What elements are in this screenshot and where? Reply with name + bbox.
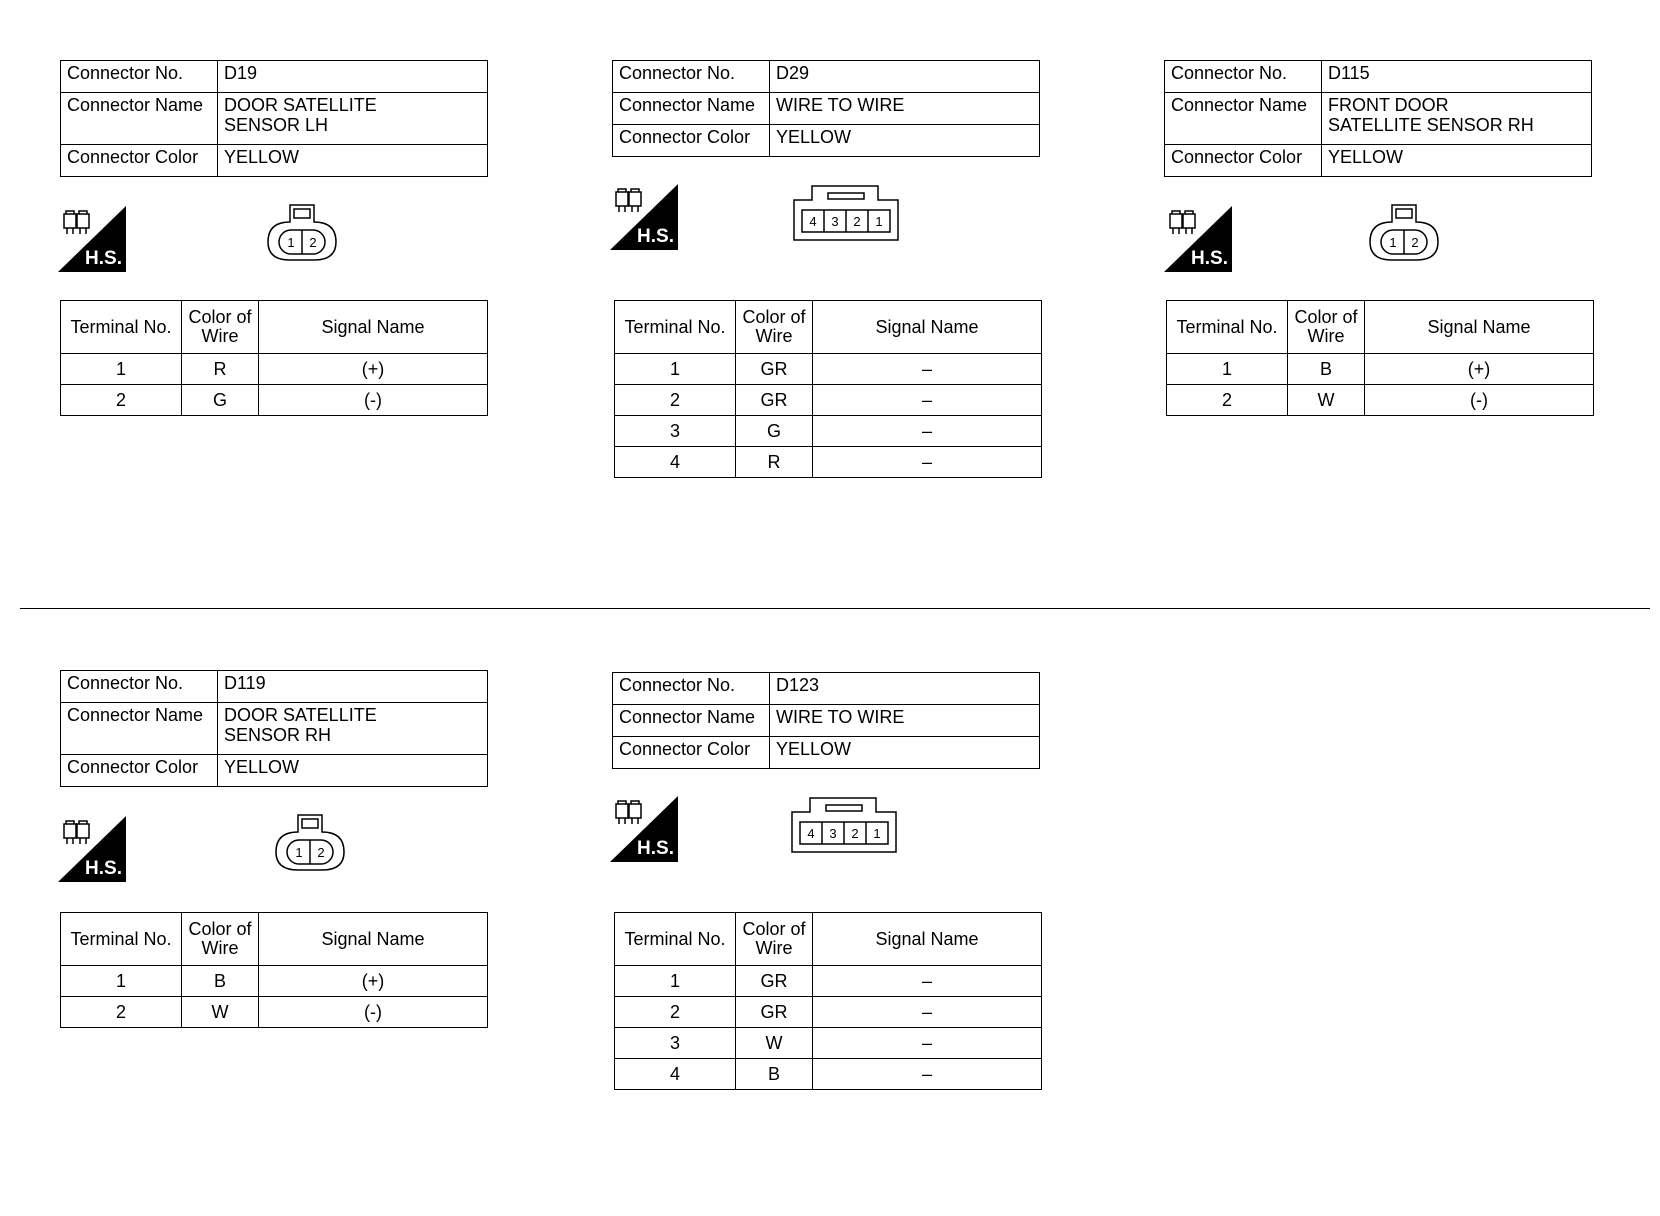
pin-label: 1 <box>295 845 303 860</box>
table-row <box>615 354 1042 385</box>
connector-name-line: DOOR SATELLITE <box>224 705 377 725</box>
connector-name-line: WIRE TO WIRE <box>776 95 905 115</box>
pin-label: 1 <box>1389 235 1397 250</box>
table-row <box>615 966 1042 997</box>
connector-glyph-icon <box>1168 210 1198 236</box>
signal-cell: (-) <box>259 385 488 416</box>
connector-2pin-face-icon <box>262 202 342 264</box>
connector-no-value: D29 <box>770 61 1040 93</box>
connector-color-label: Connector Color <box>613 737 770 769</box>
signal-cell: (+) <box>1365 354 1594 385</box>
wire-cell: W <box>1288 385 1365 416</box>
connector-2pin-face-icon <box>1364 202 1444 264</box>
terminal-no-header: Terminal No. <box>61 301 182 354</box>
wire-color-header: Color of Wire <box>182 301 259 354</box>
pin-label: 2 <box>1411 235 1419 250</box>
connector-info-table <box>1164 60 1592 177</box>
terminal-cell: 1 <box>61 354 182 385</box>
connector-no-value: D19 <box>218 61 488 93</box>
table-row <box>1167 354 1594 385</box>
signal-name-header: Signal Name <box>813 301 1042 354</box>
connector-color-label: Connector Color <box>61 755 218 787</box>
connector-name-label: Connector Name <box>61 93 218 145</box>
connector-no-value: D119 <box>218 671 488 703</box>
connector-glyph-icon <box>62 210 92 236</box>
table-row <box>615 385 1042 416</box>
connector-glyph-icon <box>62 820 92 846</box>
connector-color-label: Connector Color <box>61 145 218 177</box>
harness-side-icon <box>58 816 126 882</box>
connector-name-value <box>218 93 488 145</box>
terminal-cell: 2 <box>615 997 736 1028</box>
table-row <box>615 416 1042 447</box>
wire-color-header: Color of Wire <box>182 913 259 966</box>
terminal-cell: 3 <box>615 416 736 447</box>
pin-label: 2 <box>317 845 325 860</box>
wire-cell: G <box>736 416 813 447</box>
pin-label: 4 <box>807 826 815 841</box>
wire-cell: B <box>736 1059 813 1090</box>
pin-label: 1 <box>287 235 295 250</box>
pin-label: 2 <box>309 235 317 250</box>
pin-label: 2 <box>853 214 861 229</box>
wire-color-header: Color of Wire <box>736 913 813 966</box>
connector-glyph-icon <box>614 188 644 214</box>
wire-cell: GR <box>736 966 813 997</box>
connector-color-label: Connector Color <box>613 125 770 157</box>
terminal-cell: 3 <box>615 1028 736 1059</box>
wire-cell: G <box>182 385 259 416</box>
table-row <box>61 354 488 385</box>
harness-side-icon <box>610 184 678 250</box>
connector-block-d123 <box>612 672 1040 769</box>
terminal-no-header: Terminal No. <box>61 913 182 966</box>
terminal-cell: 2 <box>61 997 182 1028</box>
connector-4pin-face-icon <box>788 796 900 854</box>
connector-color-value: YELLOW <box>770 737 1040 769</box>
table-row <box>61 966 488 997</box>
connector-name-label: Connector Name <box>613 705 770 737</box>
connector-name-value <box>218 703 488 755</box>
connector-name-value <box>770 93 1040 125</box>
connector-name-value <box>770 705 1040 737</box>
terminal-table-d115 <box>1166 300 1594 416</box>
connector-info-table <box>60 60 488 177</box>
connector-color-value: YELLOW <box>218 145 488 177</box>
table-row <box>61 997 488 1028</box>
terminal-no-header: Terminal No. <box>1167 301 1288 354</box>
table-row <box>615 447 1042 478</box>
connector-info-table <box>60 670 488 787</box>
connector-name-line: DOOR SATELLITE <box>224 95 377 115</box>
wire-cell: W <box>736 1028 813 1059</box>
table-row <box>615 1028 1042 1059</box>
connector-no-label: Connector No. <box>613 673 770 705</box>
signal-cell: – <box>813 416 1042 447</box>
table-row <box>615 1059 1042 1090</box>
signal-cell: (-) <box>259 997 488 1028</box>
wire-cell: R <box>182 354 259 385</box>
connector-color-value: YELLOW <box>770 125 1040 157</box>
table-row <box>1167 385 1594 416</box>
connector-name-label: Connector Name <box>1165 93 1322 145</box>
signal-cell: – <box>813 385 1042 416</box>
connector-block-d19 <box>60 60 488 177</box>
connector-no-label: Connector No. <box>61 671 218 703</box>
signal-cell: – <box>813 997 1042 1028</box>
connector-block-d115 <box>1164 60 1592 177</box>
connector-name-line: SATELLITE SENSOR RH <box>1328 115 1534 135</box>
connector-4pin-face-icon <box>790 184 902 242</box>
signal-cell: – <box>813 1059 1042 1090</box>
connector-no-value: D115 <box>1322 61 1592 93</box>
terminal-table-d123 <box>614 912 1042 1090</box>
connector-no-label: Connector No. <box>61 61 218 93</box>
signal-name-header: Signal Name <box>259 913 488 966</box>
terminal-table-d19 <box>60 300 488 416</box>
hs-label: H.S. <box>637 226 674 247</box>
connector-no-value: D123 <box>770 673 1040 705</box>
signal-name-header: Signal Name <box>813 913 1042 966</box>
signal-cell: (+) <box>259 966 488 997</box>
terminal-cell: 1 <box>1167 354 1288 385</box>
table-row <box>61 385 488 416</box>
signal-name-header: Signal Name <box>259 301 488 354</box>
wire-cell: B <box>182 966 259 997</box>
pin-label: 2 <box>851 826 859 841</box>
connector-name-line: FRONT DOOR <box>1328 95 1449 115</box>
connector-2pin-face-icon <box>270 812 350 874</box>
connector-name-line: SENSOR LH <box>224 115 329 135</box>
signal-cell: (-) <box>1365 385 1594 416</box>
signal-cell: – <box>813 447 1042 478</box>
harness-side-icon <box>58 206 126 272</box>
connector-info-table <box>612 672 1040 769</box>
connector-info-table <box>612 60 1040 157</box>
signal-cell: – <box>813 354 1042 385</box>
wire-cell: GR <box>736 354 813 385</box>
connector-no-label: Connector No. <box>1165 61 1322 93</box>
harness-side-icon <box>1164 206 1232 272</box>
wire-cell: R <box>736 447 813 478</box>
pin-label: 1 <box>875 214 883 229</box>
connector-color-value: YELLOW <box>1322 145 1592 177</box>
terminal-table-d119 <box>60 912 488 1028</box>
connector-block-d29 <box>612 60 1040 157</box>
wire-cell: GR <box>736 997 813 1028</box>
harness-side-icon <box>610 796 678 862</box>
hs-label: H.S. <box>85 248 122 269</box>
section-divider <box>20 608 1650 609</box>
terminal-cell: 4 <box>615 447 736 478</box>
signal-cell: – <box>813 966 1042 997</box>
terminal-table-d29 <box>614 300 1042 478</box>
connector-block-d119 <box>60 670 488 787</box>
pin-label: 3 <box>831 214 839 229</box>
pin-label: 3 <box>829 826 837 841</box>
terminal-cell: 1 <box>615 354 736 385</box>
terminal-no-header: Terminal No. <box>615 913 736 966</box>
terminal-cell: 2 <box>1167 385 1288 416</box>
signal-cell: (+) <box>259 354 488 385</box>
wire-cell: B <box>1288 354 1365 385</box>
wire-cell: W <box>182 997 259 1028</box>
terminal-cell: 2 <box>61 385 182 416</box>
connector-color-value: YELLOW <box>218 755 488 787</box>
table-row <box>615 997 1042 1028</box>
connector-glyph-icon <box>614 800 644 826</box>
terminal-cell: 1 <box>61 966 182 997</box>
connector-name-label: Connector Name <box>61 703 218 755</box>
terminal-no-header: Terminal No. <box>615 301 736 354</box>
hs-label: H.S. <box>85 858 122 879</box>
connector-name-line: SENSOR RH <box>224 725 332 745</box>
connector-name-label: Connector Name <box>613 93 770 125</box>
hs-label: H.S. <box>1191 248 1228 269</box>
terminal-cell: 1 <box>615 966 736 997</box>
wire-cell: GR <box>736 385 813 416</box>
signal-name-header: Signal Name <box>1365 301 1594 354</box>
hs-label: H.S. <box>637 838 674 859</box>
connector-name-value <box>1322 93 1592 145</box>
terminal-cell: 4 <box>615 1059 736 1090</box>
connector-name-line: WIRE TO WIRE <box>776 707 905 727</box>
wire-color-header: Color of Wire <box>1288 301 1365 354</box>
connector-no-label: Connector No. <box>613 61 770 93</box>
pin-label: 4 <box>809 214 817 229</box>
connector-color-label: Connector Color <box>1165 145 1322 177</box>
signal-cell: – <box>813 1028 1042 1059</box>
pin-label: 1 <box>873 826 881 841</box>
wire-color-header: Color of Wire <box>736 301 813 354</box>
terminal-cell: 2 <box>615 385 736 416</box>
